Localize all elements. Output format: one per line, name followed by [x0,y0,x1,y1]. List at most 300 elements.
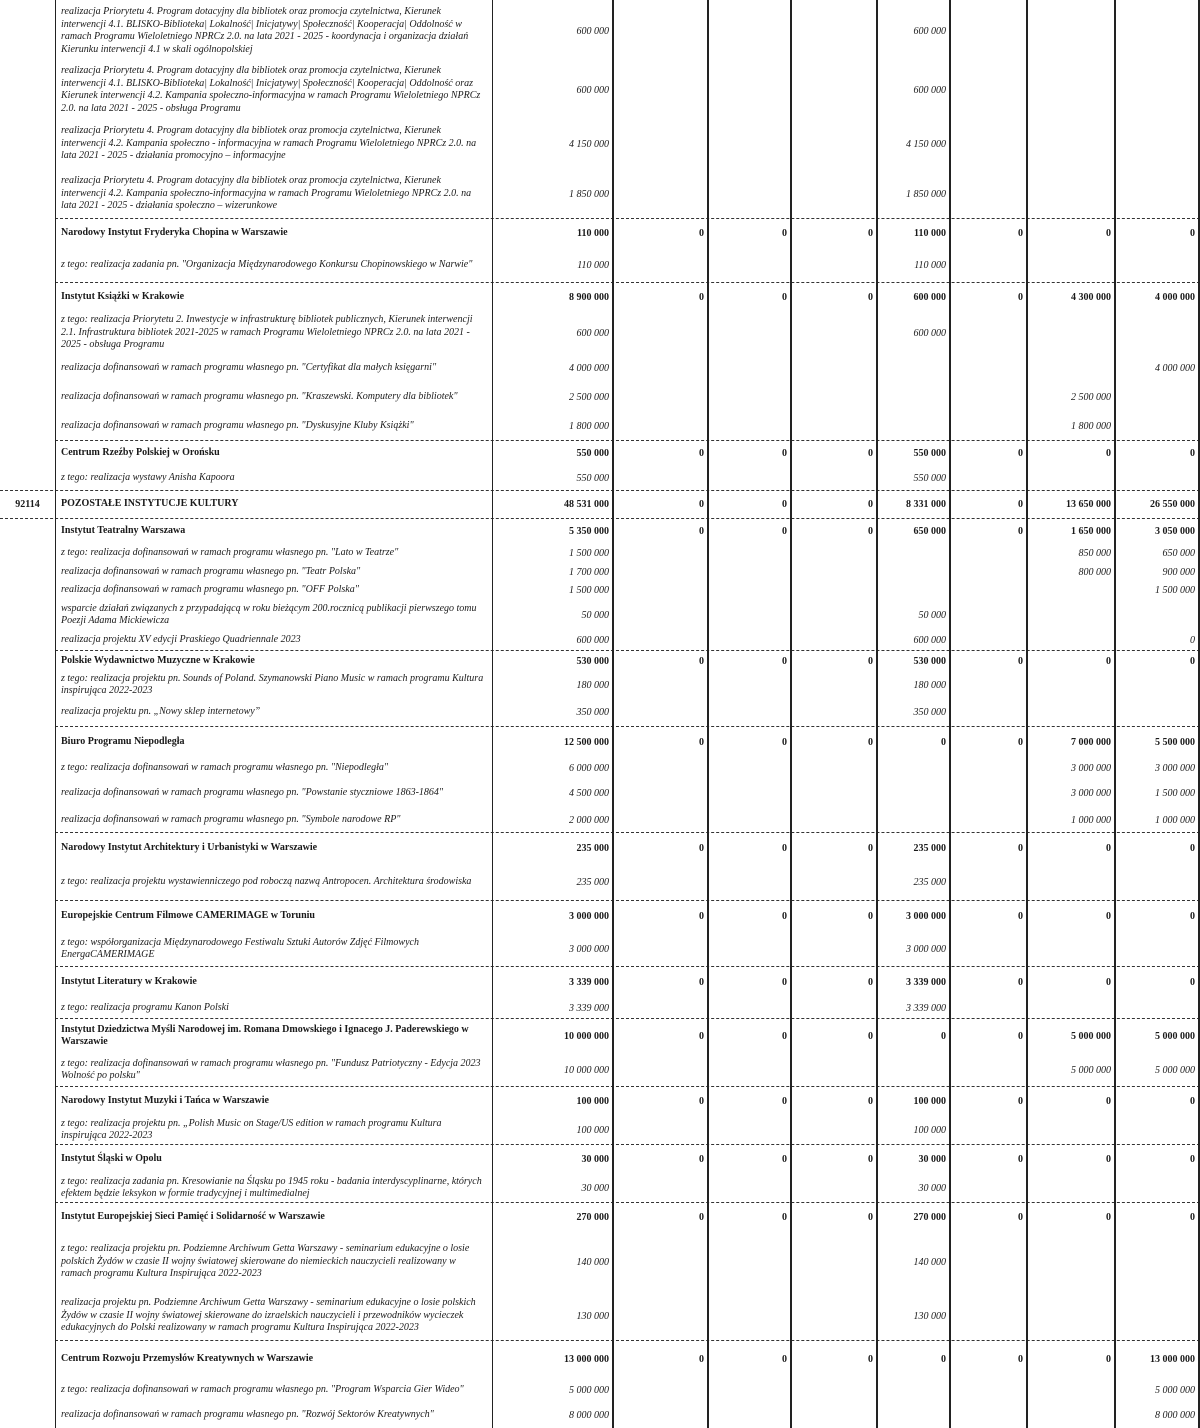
amount-cell-col6: 0 [1018,1353,1023,1365]
amount-cell-col4: 0 [868,1353,873,1365]
amount-cell-col3: 0 [782,1211,787,1223]
row-description-text: z tego: realizacja projektu pn. Podziemne Archiwum Getta Warszawy - seminarium edukacyjne o losie polskich Żydów w czasie II wojny światowej skierowane do niemieckich nauczycieli realizowany w ramach programu Kultura Inspirująca 2022-2023 [61,1243,470,1280]
row-description-text: z tego: realizacja projektu wystawienniczego pod roboczą nazwą Antropocen. Architektura środowiska [61,875,472,887]
amount-cell-col4 [790,170,876,218]
row-description [0,1086,492,1116]
amount-cell-col4: 0 [868,227,873,239]
amount-cell-col5: 3 000 000 [906,910,946,922]
amount-cell-col8: 0 [1190,1153,1195,1165]
amount-cell-col8 [1114,412,1198,440]
amount-cell-col4 [790,672,876,698]
amount-cell-col7: 2 500 000 [1071,391,1111,403]
column-divider [492,0,493,1428]
amount-cell-col3 [707,466,790,490]
table-row-detail [0,698,1200,726]
amount-cell-col3 [707,630,790,650]
amount-cell-col8 [1114,312,1198,354]
amount-cell-col4 [790,1116,876,1144]
amount-cell-col3 [707,248,790,282]
row-description [0,248,492,282]
table-row-institution [0,1340,1200,1378]
amount-cell-col7: 0 [1106,447,1111,459]
amount-cell-col7 [1026,0,1114,62]
amount-cell-col5: 3 000 000 [906,943,946,955]
row-description [0,218,492,248]
amount-cell-col2: 0 [699,910,704,922]
amount-cell-col7 [1026,118,1114,170]
amount-cell-col8 [1114,0,1198,62]
row-description-text: Instytut Książki w Krakowie [61,290,185,302]
amount-cell-col5: 600 000 [913,84,946,96]
table-row-detail [0,170,1200,218]
amount-cell-col3 [707,778,790,808]
row-description [0,600,492,630]
amount-cell-col1: 1 500 000 [569,548,609,559]
amount-cell-col3 [707,312,790,354]
row-description [0,1202,492,1232]
row-description-text: realizacja dofinansowań w ramach programu własnego pn. "Symbole narodowe RP" [61,813,401,825]
table-row-detail [0,998,1200,1018]
row-description-text: z tego: realizacja Priorytetu 2. Inwestycje w infrastrukturę bibliotek publicznych, Kierunek interwencji 2.1. Infrastruktura bibliotek 2021-2025 w ramach Programu Wieloletniego NPRCz 2.0. na lata 2021 - 2025 - obsługa Programu [61,314,473,351]
amount-cell-col2 [612,544,707,563]
amount-cell-col6 [949,672,1026,698]
amount-cell-col5: 8 331 000 [906,498,946,510]
amount-cell-col6 [949,758,1026,778]
amount-cell-col2: 0 [699,1030,704,1042]
amount-cell-col4 [790,1292,876,1340]
amount-cell-col5 [876,563,949,581]
amount-cell-col8 [1114,382,1198,412]
amount-cell-col8: 1 500 000 [1155,787,1195,799]
amount-cell-col7 [1026,1116,1114,1144]
amount-cell-col6 [949,1232,1026,1292]
table-row-institution [0,650,1200,672]
amount-cell-col8: 26 550 000 [1150,498,1195,510]
amount-cell-col2: 0 [699,655,704,667]
amount-cell-col1: 1 700 000 [569,566,609,578]
amount-cell-col2: 0 [699,291,704,303]
amount-cell-col4: 0 [868,655,873,667]
amount-cell-col3: 0 [782,227,787,239]
amount-cell-col1: 100 000 [576,1095,609,1107]
amount-cell-col6: 0 [1018,227,1023,239]
amount-cell-col7 [1026,581,1114,600]
row-description [0,932,492,966]
amount-cell-col7: 3 000 000 [1071,762,1111,774]
row-description-text: z tego: realizacja wystawy Anisha Kapoora [61,471,235,483]
table-row-institution [0,726,1200,758]
amount-cell-col4 [790,248,876,282]
row-description-text: Centrum Rozwoju Przemysłów Kreatywnych w Warszawie [61,1352,314,1364]
amount-cell-col3 [707,1232,790,1292]
amount-cell-col8: 5 500 000 [1155,736,1195,748]
amount-cell-col2: 0 [699,525,704,537]
amount-cell-col4 [790,118,876,170]
row-description [0,544,492,563]
amount-cell-col3 [707,563,790,581]
amount-cell-col7 [1026,312,1114,354]
amount-cell-col2 [612,758,707,778]
amount-cell-col7: 1 000 000 [1071,814,1111,826]
row-description-text: Biuro Programu Niepodległa [61,735,185,747]
amount-cell-col6: 0 [1018,498,1023,510]
amount-cell-col8 [1114,600,1198,630]
amount-cell-col3: 0 [782,498,787,510]
amount-cell-col5: 100 000 [913,1124,946,1136]
amount-cell-col3: 0 [782,842,787,854]
amount-cell-col4: 0 [868,1153,873,1165]
amount-cell-col2: 0 [699,447,704,459]
row-description [0,758,492,778]
amount-cell-col7 [1026,62,1114,118]
amount-cell-col6 [949,698,1026,726]
amount-cell-col4: 0 [868,447,873,459]
amount-cell-col8: 650 000 [1162,548,1195,559]
amount-cell-col1: 1 800 000 [569,420,609,432]
table-row-detail [0,1402,1200,1428]
amount-cell-col1: 110 000 [577,259,609,271]
row-description-text: realizacja dofinansowań w ramach programu własnego pn. "Dyskusyjne Kluby Książki" [61,419,414,431]
table-row-institution [0,1144,1200,1174]
amount-cell-col4 [790,563,876,581]
amount-cell-col7: 13 650 000 [1066,498,1111,510]
amount-cell-col7: 1 650 000 [1071,525,1111,537]
row-description-text: z tego: realizacja programu Kanon Polski [61,1001,229,1013]
amount-cell-col3: 0 [782,910,787,922]
amount-cell-col8: 0 [1190,655,1195,667]
amount-cell-col6 [949,1116,1026,1144]
amount-cell-col6: 0 [1018,736,1023,748]
amount-cell-col5: 110 000 [914,259,946,271]
row-description [0,412,492,440]
table-row-detail [0,778,1200,808]
amount-cell-col8 [1114,1174,1198,1202]
amount-cell-col1: 1 850 000 [569,188,609,200]
row-description-text: Narodowy Instytut Muzyki i Tańca w Warszawie [61,1094,269,1106]
amount-cell-col7 [1026,998,1114,1018]
amount-cell-col6 [949,932,1026,966]
amount-cell-col5: 50 000 [918,609,946,621]
row-description-text: z tego: realizacja zadania pn. "Organizacja Międzynarodowego Konkursu Chopinowskiego w Narwie" [61,258,473,270]
table-row-detail [0,1232,1200,1292]
amount-cell-col2: 0 [699,842,704,854]
amount-cell-col3 [707,932,790,966]
amount-cell-col1: 48 531 000 [564,498,609,510]
amount-cell-col5: 130 000 [913,1310,946,1322]
amount-cell-col6: 0 [1018,1211,1023,1223]
amount-cell-col5: 650 000 [913,525,946,537]
amount-cell-col2 [612,0,707,62]
amount-cell-col3 [707,354,790,382]
amount-cell-col3 [707,170,790,218]
row-description-text: realizacja Priorytetu 4. Program dotacyjny dla bibliotek oraz promocja czytelnictwa, Kierunek interwencji 4.2. Kampania społeczno - informacyjna w ramach Programu Wieloletniego NPRCz 2.0. na lata 2021 - 2025 - działania promocyjno – informacyjne [61,125,477,162]
amount-cell-col7: 850 000 [1078,548,1111,559]
amount-cell-col2 [612,698,707,726]
amount-cell-col2: 0 [699,1211,704,1223]
amount-cell-col7: 0 [1106,976,1111,988]
amount-cell-col1: 10 000 000 [564,1030,609,1042]
amount-cell-col7: 0 [1106,1095,1111,1107]
amount-cell-col2 [612,998,707,1018]
amount-cell-col7 [1026,698,1114,726]
amount-cell-col6 [949,544,1026,563]
amount-cell-col8: 0 [1190,227,1195,239]
amount-cell-col8: 3 000 000 [1155,762,1195,774]
amount-cell-col8: 0 [1190,842,1195,854]
amount-cell-col1: 350 000 [576,706,609,718]
amount-cell-col7: 5 000 000 [1071,1030,1111,1042]
amount-cell-col5: 530 000 [913,655,946,667]
row-description-text: realizacja Priorytetu 4. Program dotacyjny dla bibliotek oraz promocja czytelnictwa, Kierunek interwencji 4.1. BLISKO-Biblioteka| Lokalność| Inicjatywy| Społeczność| Kooperacja| Oddolność w ramach Programu Wieloletniego NPRCz 2.0. na lata 2021 - 2025 - koordynacja i organizacja działań Kierunku interwencji 4.1 w skali ogólnopolskiej [61,6,469,55]
amount-cell-col3: 0 [782,736,787,748]
amount-cell-col1: 550 000 [576,472,609,484]
amount-cell-col7 [1026,1402,1114,1428]
amount-cell-col3 [707,998,790,1018]
amount-cell-col5 [876,412,949,440]
amount-cell-col1: 8 000 000 [569,1409,609,1421]
row-description [0,864,492,900]
table-row-institution [0,1086,1200,1116]
row-description-text: z tego: realizacja dofinansowań w ramach programu własnego pn. "Program Wsparcia Gier Wideo" [61,1383,464,1395]
amount-cell-col4 [790,808,876,832]
amount-cell-col1: 10 000 000 [564,1064,609,1076]
amount-cell-col2 [612,864,707,900]
amount-cell-col1: 5 350 000 [569,525,609,537]
table-row-institution [0,832,1200,864]
amount-cell-col1: 2 000 000 [569,814,609,826]
table-row-detail [0,600,1200,630]
column-divider [1026,0,1028,1428]
amount-cell-col1: 3 339 000 [569,976,609,988]
row-description [0,808,492,832]
row-description-text: Instytut Dziedzictwa Myśli Narodowej im. Romana Dmowskiego i Ignacego J. Paderewskiego w Warszawie [61,1023,469,1047]
table-row-detail [0,0,1200,62]
amount-cell-col3 [707,118,790,170]
amount-cell-col5: 235 000 [913,842,946,854]
amount-cell-col7: 800 000 [1078,566,1111,578]
amount-cell-col6 [949,62,1026,118]
amount-cell-col7 [1026,600,1114,630]
amount-cell-col7: 3 000 000 [1071,787,1111,799]
amount-cell-col2 [612,118,707,170]
amount-cell-col3 [707,382,790,412]
amount-cell-col3 [707,544,790,563]
amount-cell-col5: 350 000 [913,706,946,718]
row-description [0,630,492,650]
row-description-text: realizacja projektu pn. „Nowy sklep internetowy” [61,705,261,717]
amount-cell-col3 [707,1402,790,1428]
row-description [0,382,492,412]
table-row-detail [0,1116,1200,1144]
amount-cell-col1: 600 000 [576,634,609,646]
row-description [0,832,492,864]
amount-cell-col2: 0 [699,976,704,988]
amount-cell-col1: 4 150 000 [569,138,609,150]
amount-cell-col1: 4 500 000 [569,787,609,799]
amount-cell-col4 [790,581,876,600]
amount-cell-col4 [790,1174,876,1202]
amount-cell-col4 [790,778,876,808]
row-description [0,1054,492,1086]
amount-cell-col1: 5 000 000 [569,1384,609,1396]
amount-cell-col2 [612,1378,707,1402]
amount-cell-col4: 0 [868,291,873,303]
amount-cell-col7 [1026,864,1114,900]
amount-cell-col6 [949,563,1026,581]
table-row-detail [0,466,1200,490]
amount-cell-col3 [707,808,790,832]
amount-cell-col4 [790,600,876,630]
amount-cell-col2 [612,1292,707,1340]
amount-cell-col6 [949,808,1026,832]
amount-cell-col5: 100 000 [913,1095,946,1107]
row-description [0,62,492,118]
row-description [0,581,492,600]
row-description-text: realizacja dofinansowań w ramach programu własnego pn. "Rozwój Sektorów Kreatywnych" [61,1408,434,1420]
amount-cell-col6 [949,1402,1026,1428]
amount-cell-col2 [612,630,707,650]
row-description [0,466,492,490]
table-row-institution [0,1202,1200,1232]
table-row-detail [0,1378,1200,1402]
amount-cell-col6 [949,1292,1026,1340]
amount-cell-col7 [1026,1292,1114,1340]
row-description [0,1340,492,1378]
amount-cell-col2 [612,563,707,581]
column-divider [790,0,792,1428]
amount-cell-col3: 0 [782,1353,787,1365]
amount-cell-col8: 4 000 000 [1155,291,1195,303]
amount-cell-col2: 0 [699,736,704,748]
amount-cell-col2: 0 [699,1353,704,1365]
amount-cell-col2 [612,248,707,282]
amount-cell-col8: 0 [1190,976,1195,988]
column-divider [1114,0,1116,1428]
amount-cell-col8: 5 000 000 [1155,1064,1195,1076]
amount-cell-col5: 140 000 [913,1256,946,1268]
amount-cell-col2: 0 [699,498,704,510]
amount-cell-col4 [790,466,876,490]
row-description-text: realizacja dofinansowań w ramach programu własnego pn. "Powstanie styczniowe 1863-1864" [61,786,444,798]
amount-cell-col1: 550 000 [576,447,609,459]
section-code: 92114 [15,498,40,510]
amount-cell-col4 [790,0,876,62]
amount-cell-col2 [612,1402,707,1428]
amount-cell-col4 [790,312,876,354]
amount-cell-col5: 3 339 000 [906,1002,946,1014]
row-description [0,650,492,672]
amount-cell-col3: 0 [782,1030,787,1042]
amount-cell-col3 [707,62,790,118]
amount-cell-col6 [949,778,1026,808]
row-description [0,490,492,518]
row-description-text: realizacja dofinansowań w ramach programu własnego pn. "Kraszewski. Komputery dla bibliotek" [61,390,458,402]
row-description [0,1378,492,1402]
amount-cell-col3 [707,1378,790,1402]
amount-cell-col6: 0 [1018,447,1023,459]
amount-cell-col8: 3 050 000 [1155,525,1195,537]
amount-cell-col4 [790,998,876,1018]
row-description-text: z tego: realizacja zadania pn. Kresowianie na Śląsku po 1945 roku - badania interdyscyplinarne, których efektem będzie leksykon w formie tradycyjnej i multimedialnej [61,1175,482,1199]
table-row-institution [0,900,1200,932]
amount-cell-col8 [1114,62,1198,118]
amount-cell-col5 [876,354,949,382]
table-row-detail [0,354,1200,382]
amount-cell-col6: 0 [1018,1030,1023,1042]
amount-cell-col3 [707,672,790,698]
amount-cell-col7 [1026,630,1114,650]
table-row-detail [0,932,1200,966]
amount-cell-col8: 0 [1190,1211,1195,1223]
row-description [0,966,492,998]
amount-cell-col1: 4 000 000 [569,362,609,374]
amount-cell-col4: 0 [868,1095,873,1107]
row-description [0,0,492,62]
amount-cell-col7: 5 000 000 [1071,1064,1111,1076]
column-divider [876,0,878,1428]
row-description [0,1232,492,1292]
amount-cell-col8 [1114,118,1198,170]
amount-cell-col8 [1114,1232,1198,1292]
amount-cell-col5: 0 [941,1030,946,1042]
table-row-detail [0,382,1200,412]
table-row-institution [0,218,1200,248]
table-row-detail [0,118,1200,170]
table-row-detail [0,248,1200,282]
table-row-detail [0,412,1200,440]
amount-cell-col2 [612,382,707,412]
table-row-detail [0,1292,1200,1340]
amount-cell-col8: 0 [1190,1095,1195,1107]
amount-cell-col2 [612,808,707,832]
amount-cell-col8 [1114,466,1198,490]
amount-cell-col7 [1026,932,1114,966]
amount-cell-col8: 900 000 [1162,566,1195,578]
amount-cell-col7 [1026,1232,1114,1292]
row-description [0,170,492,218]
amount-cell-col8 [1114,932,1198,966]
amount-cell-col4 [790,62,876,118]
row-description [0,998,492,1018]
amount-cell-col3: 0 [782,447,787,459]
amount-cell-col2 [612,62,707,118]
amount-cell-col2 [612,1116,707,1144]
amount-cell-col8 [1114,698,1198,726]
amount-cell-col2 [612,600,707,630]
amount-cell-col5: 30 000 [918,1153,946,1165]
table-row-detail [0,808,1200,832]
row-description-text: Narodowy Instytut Fryderyka Chopina w Warszawie [61,226,288,238]
amount-cell-col4: 0 [868,736,873,748]
row-description-text: Instytut Śląski w Opolu [61,1152,162,1164]
amount-cell-col1: 6 000 000 [569,762,609,774]
amount-cell-col7: 0 [1106,227,1111,239]
amount-cell-col2 [612,1232,707,1292]
amount-cell-col1: 130 000 [576,1310,609,1322]
table-row-detail [0,1054,1200,1086]
amount-cell-col1: 100 000 [576,1124,609,1136]
amount-cell-col7: 1 800 000 [1071,420,1111,432]
amount-cell-col2 [612,1054,707,1086]
amount-cell-col1: 30 000 [581,1153,609,1165]
amount-cell-col4: 0 [868,910,873,922]
row-description [0,1018,492,1054]
row-description-text: z tego: współorganizacja Międzynarodowego Festiwalu Sztuki Autorów Zdjęć Filmowych EnergaCAMERIMAGE [61,936,419,960]
amount-cell-col3 [707,600,790,630]
amount-cell-col8: 0 [1190,447,1195,459]
amount-cell-col6: 0 [1018,1095,1023,1107]
amount-cell-col4: 0 [868,842,873,854]
